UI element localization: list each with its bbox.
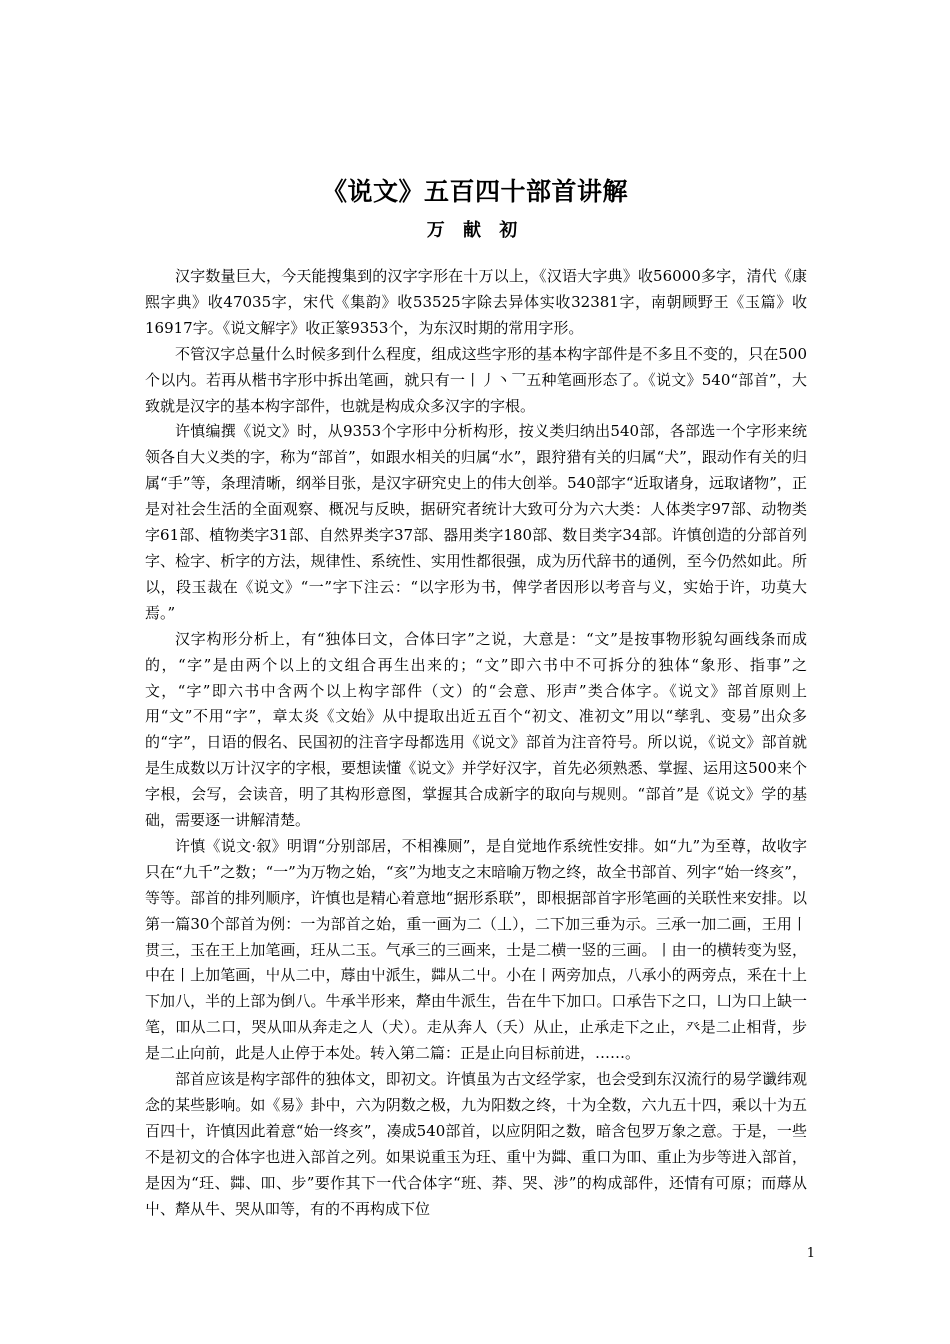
page-number: 1 <box>806 1246 815 1261</box>
paragraph-5: 许慎《说文·叙》明谓“分别部居，不相襍厕”，是自觉地作系统性安排。如“九”为至尊，故收字只在“九千”之数；“一”为万物之始，“亥”为地支之末暗喻万物之终，故全书部首、列字“始一终亥”，等等。部首的排列顺序，许慎也是精心着意地“据形系联”，即根据部首字形笔画的关联性来安排。以第一篇30个部首为例：一为部首之始，重一画为二（丄），二下加三垂为示。三承一加二画，王用丨贯三，玉在王上加笔画，玨从二玉。气承三的三画来，士是二横一竖的三画。丨由一的横转变为竖，中在丨上加笔画，屮从二中，蓐由屮派生，茻从二屮。小在丨两旁加点，八承小的两旁点，釆在十上下加八，半的上部为倒八。牛承半形来，犛由牛派生，告在牛下加口。口承告下之口，凵为口上缺一笔，吅从二口，哭从吅从奔走之人（犬）。走从奔人（夭）从止，止承走下之止，癶是二止相背，步是二止向前，此是人止停于本处。转入第二篇：正是止向目标前进，……。 <box>145 836 807 1063</box>
paragraph-4: 汉字构形分析上，有“独体曰文，合体曰字”之说，大意是：“文”是按事物形貌勾画线条而成的，“字”是由两个以上的文组合再生出来的；“文”即六书中不可拆分的独体“象形、指事”之文，“字”即六书中含两个以上构字部件（文）的“会意、形声”类合体字。《说文》部首原则上用“文”不用“字”，章太炎《文始》从中提取出近五百个“初文、准初文”用以“孳乳、变易”出众多的“字”，日语的假名、民国初的注音字母都选用《说文》部首为注音符号。所以说，《说文》部首就是生成数以万计汉字的字根，要想读懂《说文》并学好汉字，首先必须熟悉、掌握、运用这500来个字根，会写，会读音，明了其构形意图，掌握其合成新字的取向与规则。“部首”是《说文》学的基础，需要逐一讲解清楚。 <box>145 629 807 830</box>
document-body <box>145 264 807 1223</box>
paragraph-6: 部首应该是构字部件的独体文，即初文。许慎虽为古文经学家，也会受到东汉流行的易学谶纬观念的某些影响。如《易》卦中，六为阴数之极，九为阳数之终，十为全数，六九五十四，乘以十为五百四十，许慎因此着意“始一终亥”，凑成540部首，以应阴阳之数，暗含包罗万象之意。于是，一些不是初文的合体字也进入部首之列。如果说重玉为玨、重屮为茻、重口为吅、重止为步等进入部首，是因为“玨、茻、吅、步”要作其下一代合体字“班、莽、哭、涉”的构成部件，还情有可原；而蓐从屮、犛从牛、哭从吅等，有的不再构成下位 <box>145 1070 807 1218</box>
paragraph-3: 许慎编撰《说文》时，从9353个字形中分析构形，按义类归纳出540部，各部选一个字形来统领各自大义类的字，称为“部首”，如跟水相关的归属“水”，跟狩猎有关的归属“犬”，跟动作有关的归属“手”等，条理清晰，纲举目张，是汉字研究史上的伟大创举。540部字“近取诸身，远取诸物”，正是对社会生活的全面观察、概况与反映，据研究者统计大致可分为六大类：人体类字97部、动物类字61部、植物类字31部、自然界类字37部、器用类字180部、数目类字34部。许慎创造的分部首列字、检字、析字的方法，规律性、系统性、实用性都很强，成为历代辞书的通例，至今仍然如此。所以，段玉裁在《说文》“一”字下注云：“以字形为书，俾学者因形以考音与义，实始于许，功莫大焉。” <box>145 422 807 622</box>
author-name: 万 献 初 <box>426 220 524 241</box>
paragraph-1: 汉字数量巨大，今天能搜集到的汉字字形在十万以上，《汉语大字典》收56000多字，清代《康熙字典》收47035字，宋代《集韵》收53525字除去异体实收32381字，南朝顾野王《玉篇》收16917字。《说文解字》收正篆9353个，为东汉时期的常用字形。 <box>145 267 807 337</box>
document-title: 《说文》五百四十部首讲解 <box>321 177 628 206</box>
paragraph-2: 不管汉字总量什么时候多到什么程度，组成这些字形的基本构字部件是不多且不变的，只在500个以内。若再从楷书字形中拆出笔画，就只有一丨丿丶乛五种笔画形态了。《说文》540“部首”，大致就是汉字的基本构字部件，也就是构成众多汉字的字根。 <box>145 344 807 415</box>
